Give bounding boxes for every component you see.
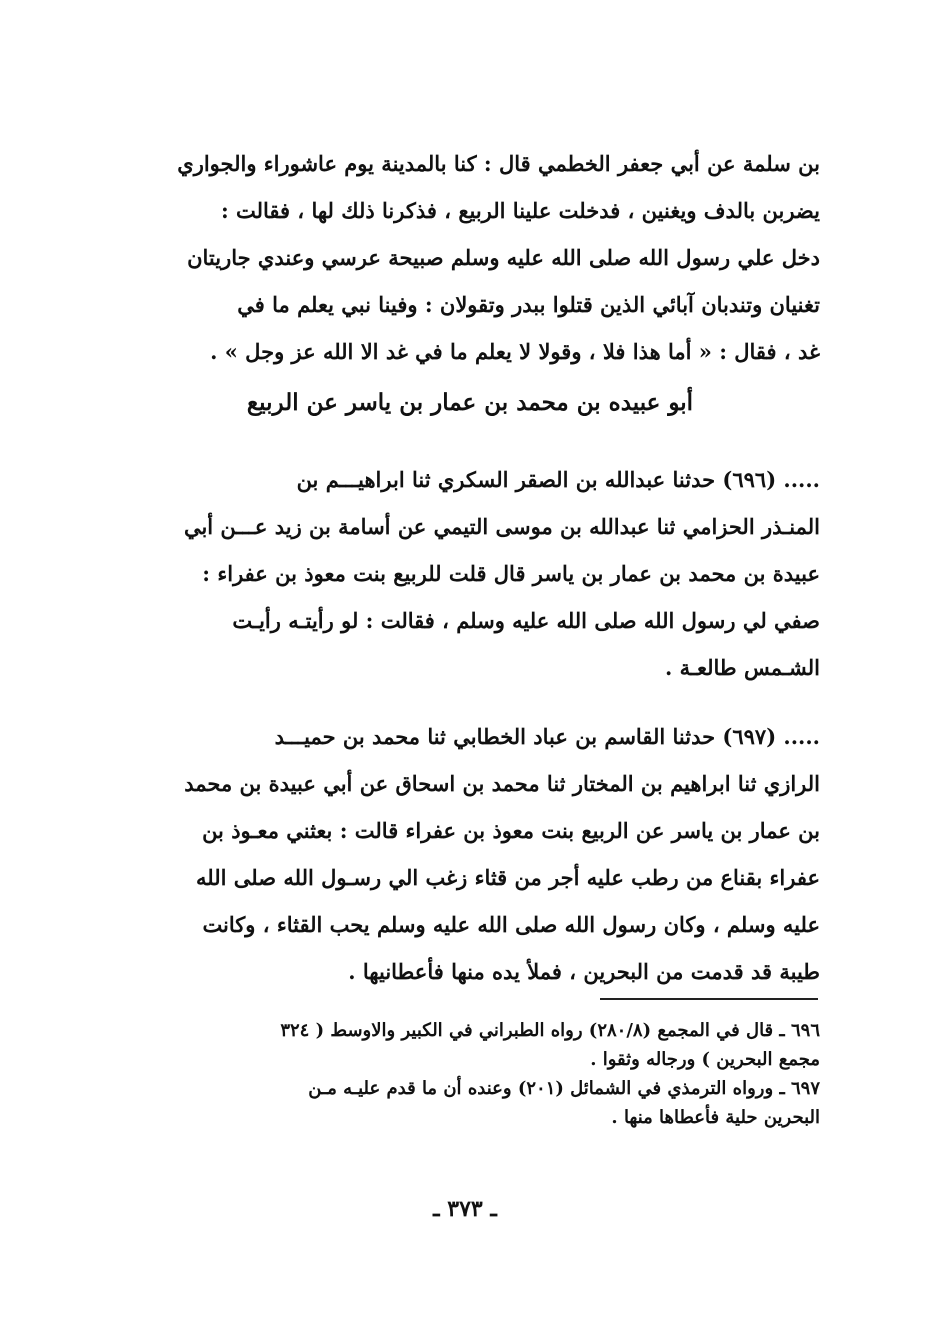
text-line: طيبة قد قدمت من البحرين ، فملأ يده منها فأعطانيها . [348,959,820,984]
text-line: عليه وسلم ، وكان رسول الله صلى الله عليه وسلم يحب القثاء ، وكانت [202,912,820,937]
hadith-697 [120,713,820,995]
text-line: ..... (٦٩٧) حدثنا القاسم بن عباد الخطابي ثنا محمد بن حميـــد [274,724,820,749]
footnote-line: البحرين حلية فأعطاها منها . [611,1107,820,1128]
section-heading: أبو عبيده بن محمد بن عمار بن ياسر عن الربيع [246,389,694,416]
page-number: ـ ٣٧٣ ـ [433,1196,497,1222]
text-line: بن سلمة عن أبي جعفر الخطمي قال : كنا بالمدينة يوم عاشوراء والجواري [177,151,820,176]
footnote-line: ٦٩٧ ـ ورواه الترمذي في الشمائل (٢٠١) وعنده أن ما قدم عليـه مـن [308,1078,820,1099]
text-line: صفي لي رسول الله صلى الله عليه وسلم ، فقالت : لو رأيتـه رأيـت [232,608,820,633]
text-line: عفراء بقناع من رطب عليه أجر من قثاء زغب الي رسـول الله صلى الله [196,865,820,890]
text-line: دخل علي رسول الله صلى الله عليه وسلم صبيحة عرسي وعندي جاريتان [187,245,820,270]
text-line: بن عمار بن ياسر عن الربيع بنت معوذ بن عفراء قالت : بعثني معـوذ بن [202,818,820,843]
text-line: عبيدة بن محمد بن عمار بن ياسر قال قلت للربيع بنت معوذ بن عفراء : [202,561,820,586]
footnotes [110,1016,820,1132]
footnote-line: ٦٩٦ ـ قال في المجمع (٢٨٠/٨) رواه الطبراني في الكبير والاوسط ( ٣٢٤ [280,1020,820,1041]
text-line: غد ، فقال : « أما هذا فلا ، وقولا لا يعلم ما في غد الا الله عز وجل » . [210,339,820,364]
text-line: تغنيان وتندبان آبائي الذين قتلوا ببدر وتقولان : وفينا نبي يعلم ما في [237,292,820,317]
text-line: الشـمس طالعـة . [664,655,820,680]
text-line: المنـذر الحزامي ثنا عبدالله بن موسى التيمي عن أسامة بن زيد عـــن أبي [183,514,820,539]
text-line: ..... (٦٩٦) حدثنا عبدالله بن الصقر السكري ثنا ابراهيـــم بن [296,467,820,492]
footnote-line: مجمع البحرين ) ورجاله وثقوا . [590,1049,820,1070]
text-line: الرازي ثنا ابراهيم بن المختار ثنا محمد بن اسحاق عن أبي عبيدة بن محمد [184,771,820,796]
text-line: يضربن بالدف ويغنين ، فدخلت علينا الربيع ، فذكرنا ذلك لها ، فقالت : [220,198,820,223]
footnote-separator [600,998,818,1000]
hadith-696 [120,456,820,691]
paragraph-1 [120,140,820,375]
